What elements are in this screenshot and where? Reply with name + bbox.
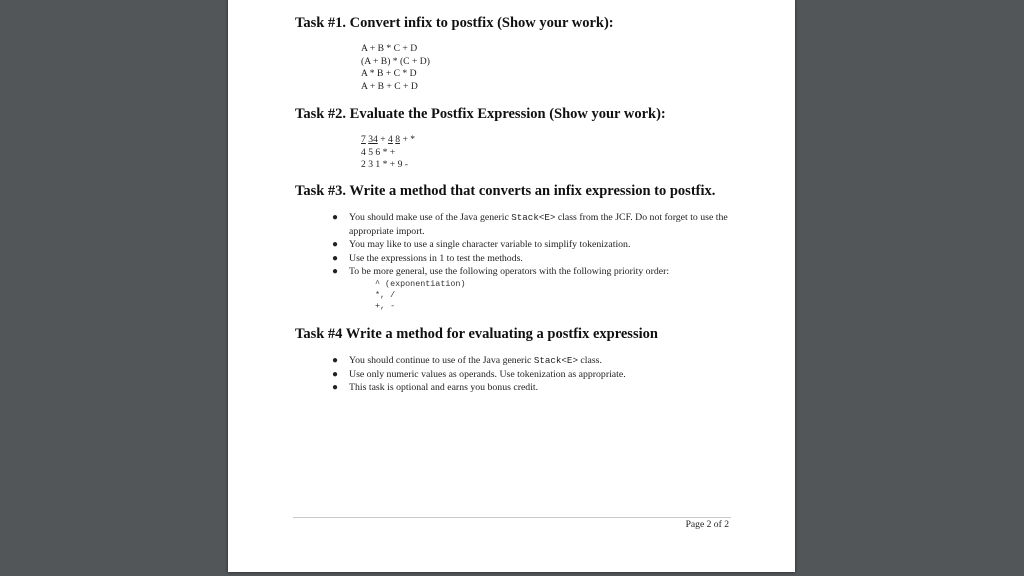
operator-exponentiation: ^ (exponentiation) — [375, 278, 466, 289]
operator-multiply-divide: *, / — [375, 289, 396, 300]
operand-8: 8 — [395, 134, 401, 145]
stack-code: Stack<E> — [511, 212, 556, 223]
bullet-dot-icon: ● — [332, 212, 339, 223]
task4-heading: Task #4 Write a method for evaluating a postfix expression — [295, 326, 658, 342]
task3-bullet-2: ● You may like to use a single character variable to simplify tokenization. — [332, 239, 631, 251]
task1-expr-3: A * B + C * D — [361, 68, 417, 80]
task3-bullet-3: ● Use the expressions in 1 to test the methods. — [332, 252, 523, 264]
task4-bullet-list — [332, 354, 732, 395]
document-page — [228, 0, 795, 572]
task2-expr-3: 2 3 1 * + 9 - — [361, 159, 408, 171]
task1-expr-2: (A + B) * (C + D) — [361, 55, 430, 67]
bullet-dot-icon: ● — [332, 382, 339, 394]
bullet-dot-icon: ● — [332, 252, 339, 264]
task4-bullet-1: ● You should continue to use of the Java generic Stack<E> class. — [332, 355, 602, 366]
task3-bullet-1: ● You should make use of the Java generic Stack<E> class from the JCF. Do not forget to use the appropriate import. — [332, 212, 728, 237]
operand-4: 4 — [388, 134, 393, 145]
task3-bullet-4: ● To be more general, use the following operators with the following priority order: ^ (exponentiation) *, / +, - — [332, 265, 732, 312]
operand-7: 7 — [361, 134, 366, 145]
task2-heading: Task #2. Evaluate the Postfix Expression (Show your work): — [295, 106, 666, 122]
task1-heading: Task #1. Convert infix to postfix (Show your work): — [295, 15, 614, 31]
task3-bullet-list — [332, 211, 732, 312]
bullet-dot-icon: ● — [332, 355, 339, 366]
bullet-dot-icon: ● — [332, 368, 339, 380]
task2-expr-1 — [361, 134, 415, 147]
operator-priority-list — [349, 279, 732, 312]
operators-plus-times: + * — [402, 134, 416, 145]
task1-expressions — [361, 43, 430, 93]
bullet-dot-icon: ● — [332, 239, 339, 251]
task1-expr-4: A + B + C + D — [361, 80, 418, 92]
footer-divider — [293, 517, 731, 518]
stack-code: Stack<E> — [533, 355, 578, 366]
task2-expressions — [361, 134, 415, 172]
operator-plus: + — [380, 134, 386, 145]
page-number: Page 2 of 2 — [685, 519, 729, 530]
task4-bullet-2: ● Use only numeric values as operands. Use tokenization as appropriate. — [332, 368, 626, 380]
bullet-dot-icon: ● — [332, 266, 339, 278]
task2-expr-2: 4 5 6 * + — [361, 146, 396, 158]
operand-34: 34 — [368, 134, 378, 145]
task4-bullet-3: ● This task is optional and earns you bonus credit. — [332, 382, 539, 394]
task3-heading: Task #3. Write a method that converts an infix expression to postfix. — [295, 183, 716, 199]
operator-add-subtract: +, - — [375, 300, 396, 311]
task1-expr-1: A + B * C + D — [361, 43, 418, 54]
